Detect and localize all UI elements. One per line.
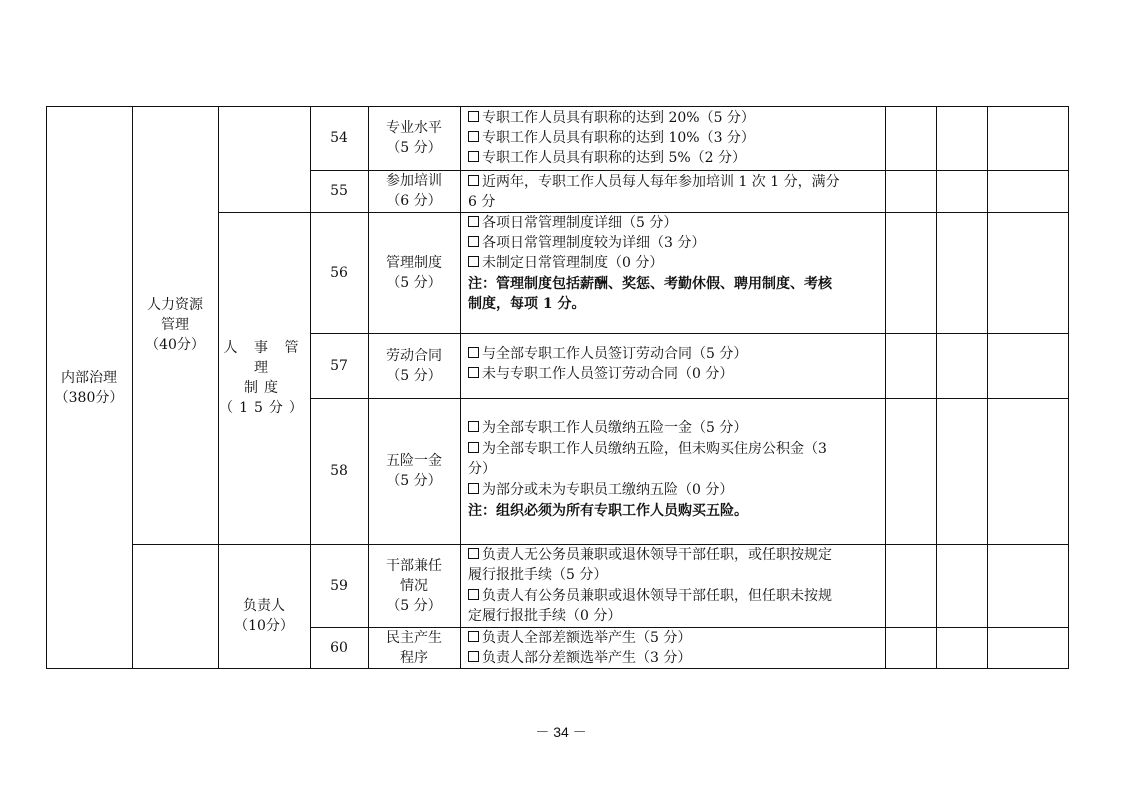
option-line: 专职工作人员具有职称的达到 20%（5 分） <box>468 108 755 128</box>
checkbox-icon <box>468 131 479 142</box>
item-name: 干部兼任 情况 （5 分） <box>386 557 442 614</box>
option-line: 为全部专职工作人员缴纳五险一金（5 分） <box>468 418 747 438</box>
option-line: 近两年，专职工作人员每人每年参加培训 1 次 1 分，满分 6 分 <box>468 174 840 210</box>
page-number: － 34 － <box>535 724 587 740</box>
item-number: 54 <box>330 130 348 146</box>
checkbox-icon <box>468 367 479 378</box>
category-level1: 内部治理 （380分） <box>54 369 124 406</box>
checkbox-icon <box>468 651 479 662</box>
option-line: 负责人全部差额选举产生（5 分） <box>468 628 691 648</box>
item-number: 57 <box>330 357 348 374</box>
checkbox-icon <box>468 347 479 358</box>
item-name: 管理制度 （5 分） <box>386 254 442 291</box>
option-line: 负责人无公务员兼职或退休领导干部任职，或任职按规定 履行报批手续（5 分） <box>468 547 832 583</box>
checkbox-icon <box>468 548 479 559</box>
item-number: 58 <box>330 463 348 479</box>
checkbox-icon <box>468 111 479 122</box>
category-level3-hr-system: 人 事 管 理 制度 （15分） <box>219 340 309 416</box>
checkbox-icon <box>468 483 479 494</box>
option-line: 负责人部分差额选举产生（3 分） <box>468 648 691 668</box>
checkbox-icon <box>468 631 479 642</box>
option-line: 各项日常管理制度较为详细（3 分） <box>468 233 705 253</box>
item-name: 劳动合同 （5 分） <box>386 347 442 384</box>
checkbox-icon <box>468 236 479 247</box>
option-line: 未与专职工作人员签订劳动合同（0 分） <box>468 364 733 384</box>
checkbox-icon <box>468 151 479 162</box>
category-level2: 人力资源 管理 （40分） <box>145 297 205 353</box>
row-note: 注：管理制度包括薪酬、奖惩、考勤休假、聘用制度、考核 制度，每项 1 分。 <box>468 276 832 312</box>
item-name: 五险一金 （5 分） <box>386 453 442 489</box>
item-number: 56 <box>330 264 348 281</box>
option-line: 各项日常管理制度详细（5 分） <box>468 213 677 233</box>
item-name: 民主产生 程序 <box>386 630 442 666</box>
option-line: 专职工作人员具有职称的达到 5%（2 分） <box>468 148 746 168</box>
item-number: 59 <box>330 577 348 594</box>
item-number: 55 <box>330 183 348 199</box>
option-line: 负责人有公务员兼职或退休领导干部任职，但任职未按规 定履行报批手续（0 分） <box>468 588 832 624</box>
checkbox-icon <box>468 421 479 432</box>
category-level3-leader: 负责人 （10分） <box>234 598 294 634</box>
checkbox-icon <box>468 175 479 186</box>
option-line: 与全部专职工作人员签订劳动合同（5 分） <box>468 344 747 364</box>
evaluation-table <box>46 106 1069 669</box>
row-note: 注：组织必须为所有专职工作人员购买五险。 <box>468 503 748 519</box>
checkbox-icon <box>468 216 479 227</box>
option-line: 为全部专职工作人员缴纳五险，但未购买住房公积金（3 分） <box>468 441 827 477</box>
checkbox-icon <box>468 589 479 600</box>
item-name: 参加培训 （6 分） <box>386 173 442 209</box>
checkbox-icon <box>468 442 479 453</box>
option-line: 专职工作人员具有职称的达到 10%（3 分） <box>468 128 755 148</box>
option-line: 为部分或未为专职员工缴纳五险（0 分） <box>468 480 733 500</box>
option-line: 未制定日常管理制度（0 分） <box>468 253 663 273</box>
item-number: 60 <box>330 640 348 656</box>
checkbox-icon <box>468 256 479 267</box>
item-name: 专业水平 （5 分） <box>386 120 442 156</box>
